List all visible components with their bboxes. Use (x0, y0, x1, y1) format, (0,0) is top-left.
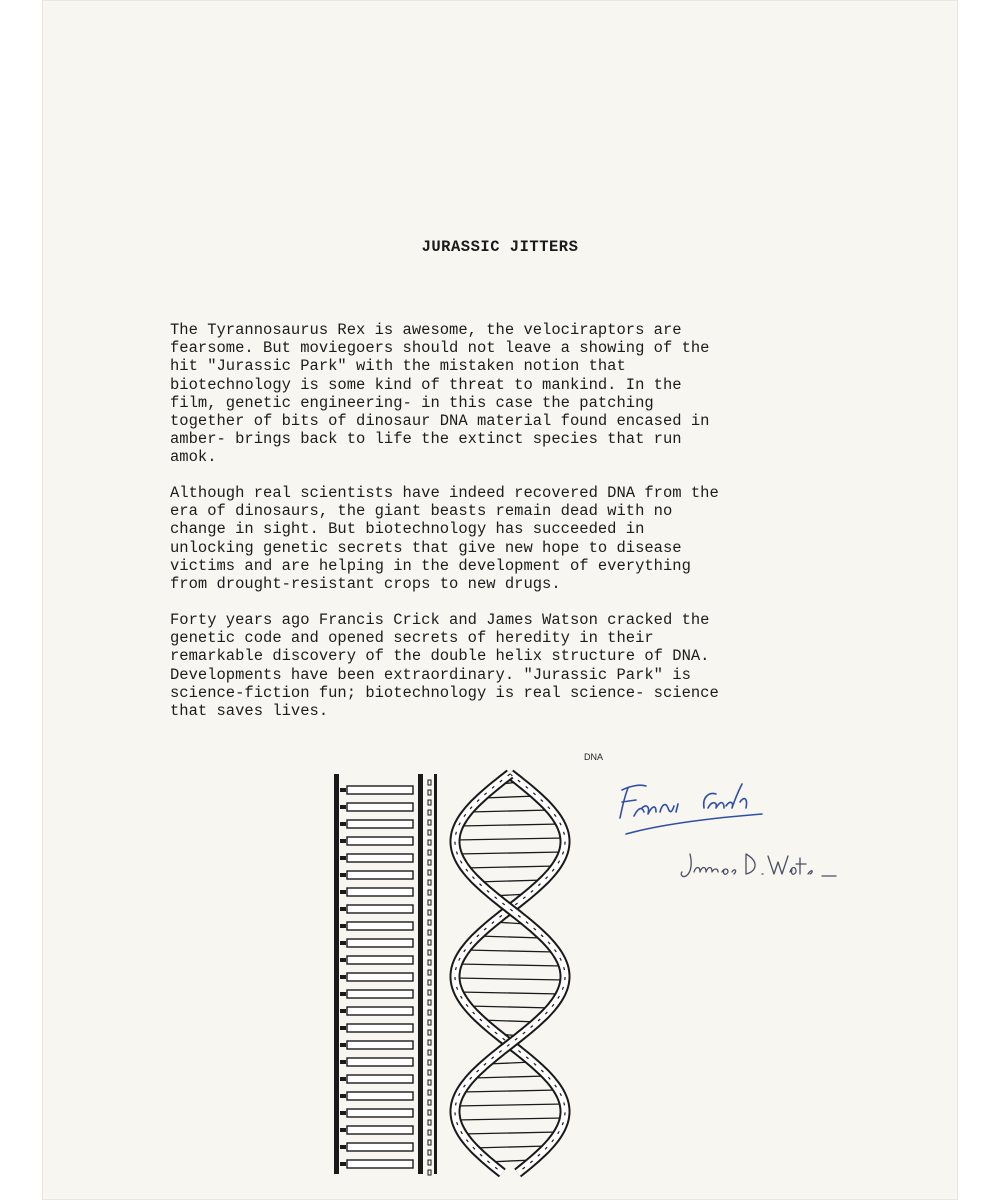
film-frame (347, 905, 413, 913)
paragraph-2: Although real scientists have indeed recovered DNA from the era of dinosaurs, the giant beasts remain dead with no change in sight. But biotechnology has succeeded in unlocking genetic secrets that give new hope to disease victims and are helping in the development of everything from drought-resistant crops to new drugs. (170, 484, 719, 594)
double-helix (455, 774, 565, 1173)
film-sprocket (340, 1162, 346, 1166)
film-hole (428, 1120, 431, 1125)
helix-base-pair (462, 1090, 559, 1092)
helix-strand-a-dashes (455, 774, 565, 1173)
film-rail-right (418, 774, 423, 1174)
film-hole (428, 830, 431, 835)
film-sprocket (340, 975, 346, 979)
film-hole (428, 900, 431, 905)
film-sprocket (340, 1060, 346, 1064)
film-sprocket (340, 924, 346, 928)
film-hole (428, 1140, 431, 1145)
helix-base-pair (472, 1146, 548, 1148)
film-hole (428, 1050, 431, 1055)
dna-film-illustration (320, 760, 620, 1180)
film-frame (347, 1143, 413, 1151)
film-sprocket (340, 788, 346, 792)
film-hole (428, 1040, 431, 1045)
film-frame (347, 837, 413, 845)
film-hole (428, 980, 431, 985)
film-sprocket (340, 1009, 346, 1013)
film-hole (428, 890, 431, 895)
film-hole (428, 970, 431, 975)
film-sprocket (340, 839, 346, 843)
helix-base-pair (469, 810, 551, 812)
film-hole (428, 930, 431, 935)
helix-base-pair (455, 838, 565, 840)
film-hole (428, 1060, 431, 1065)
film-sprocket (340, 805, 346, 809)
film-hole (428, 850, 431, 855)
film-frame (347, 990, 413, 998)
film-sprocket (340, 873, 346, 877)
film-sprocket (340, 1026, 346, 1030)
film-frame (347, 922, 413, 930)
helix-strand-a-fill (455, 774, 565, 1173)
film-frame (347, 871, 413, 879)
helix-base-pair (478, 936, 543, 938)
film-frame (347, 1041, 413, 1049)
james-watson-signature (676, 848, 846, 888)
film-sprocket (340, 1043, 346, 1047)
helix-base-pair (455, 978, 565, 980)
film-hole (428, 990, 431, 995)
film-frame (347, 939, 413, 947)
film-sprocket (340, 1094, 346, 1098)
helix-base-pair (459, 824, 560, 826)
film-hole (428, 790, 431, 795)
film-sprocket (340, 941, 346, 945)
film-rail-left (334, 774, 339, 1174)
film-sprocket (340, 992, 346, 996)
film-hole (428, 920, 431, 925)
film-hole (428, 1090, 431, 1095)
document-title: JURASSIC JITTERS (421, 238, 579, 256)
film-hole (428, 840, 431, 845)
francis-crick-signature (612, 778, 792, 838)
film-hole (428, 1070, 431, 1075)
paragraph-1: The Tyrannosaurus Rex is awesome, the velociraptors are fearsome. But moviegoers should not leave a showing of the hit "Jurassic Park" with the mistaken notion that biotechnology is some kind of threat to mankind. In the film, genetic engineering- in this case the patching together of bits of dinosaur DNA material found encased in amber- brings back to life the extinct species that run amok. (170, 321, 710, 467)
helix-base-pair (464, 866, 557, 868)
helix-base-pair (467, 1006, 552, 1008)
film-hole (428, 1030, 431, 1035)
film-frame (347, 1160, 413, 1168)
helix-base-pair (457, 852, 564, 854)
film-hole (428, 800, 431, 805)
film-frame (347, 786, 413, 794)
film-hole (428, 1020, 431, 1025)
film-hole (428, 820, 431, 825)
dna-label: DNA (584, 752, 604, 762)
film-strip (334, 774, 437, 1175)
film-hole (428, 1000, 431, 1005)
film-hole (428, 860, 431, 865)
film-hole (428, 960, 431, 965)
film-sprocket (340, 907, 346, 911)
helix-base-pair (459, 992, 562, 994)
film-hole (428, 1010, 431, 1015)
film-hole (428, 910, 431, 915)
film-frame (347, 820, 413, 828)
film-sprocket (340, 1077, 346, 1081)
helix-base-pair (457, 964, 562, 966)
film-frame (347, 973, 413, 981)
helix-strand-a-outline (455, 774, 565, 1173)
film-sprocket (340, 856, 346, 860)
film-frame (347, 956, 413, 964)
film-hole (428, 810, 431, 815)
film-sprocket (340, 1111, 346, 1115)
film-hole (428, 1100, 431, 1105)
film-hole (428, 780, 431, 785)
film-hole (428, 1130, 431, 1135)
paragraph-3: Forty years ago Francis Crick and James Watson cracked the genetic code and opened secrets of heredity in their remarkable discovery of the double helix structure of DNA. Developments have been extraordinary. "Jurassic Park" is science-fiction fun; biotechnology is real science- science that saves lives. (170, 611, 719, 721)
film-frame (347, 1109, 413, 1117)
film-sprocket (340, 1145, 346, 1149)
film-hole (428, 880, 431, 885)
helix-base-pair (456, 1118, 565, 1120)
film-edge (434, 774, 437, 1174)
film-sprocket (340, 890, 346, 894)
film-hole (428, 1160, 431, 1165)
film-frame (347, 888, 413, 896)
film-hole (428, 1080, 431, 1085)
film-hole (428, 1150, 431, 1155)
film-sprocket (340, 1128, 346, 1132)
helix-base-pair (483, 796, 537, 798)
film-hole (428, 870, 431, 875)
film-hole (428, 940, 431, 945)
film-hole (428, 950, 431, 955)
helix-base-pair (461, 1132, 559, 1134)
helix-strand-b-fill (455, 774, 565, 1173)
film-frame (347, 1075, 413, 1083)
film-sprocket (340, 822, 346, 826)
film-hole (428, 1110, 431, 1115)
film-frame (347, 1024, 413, 1032)
helix-base-pair (456, 1104, 564, 1106)
helix-base-pair (473, 1076, 548, 1078)
film-frame (347, 1007, 413, 1015)
film-frame (347, 1092, 413, 1100)
film-frame (347, 854, 413, 862)
film-hole (428, 1170, 431, 1175)
film-frame (347, 1126, 413, 1134)
film-frame (347, 803, 413, 811)
film-frame (347, 1058, 413, 1066)
helix-strand-b-outline (455, 774, 565, 1173)
helix-base-pair (465, 950, 555, 952)
film-sprocket (340, 958, 346, 962)
helix-strand-b-dashes (455, 774, 565, 1173)
helix-base-pair (476, 880, 545, 882)
